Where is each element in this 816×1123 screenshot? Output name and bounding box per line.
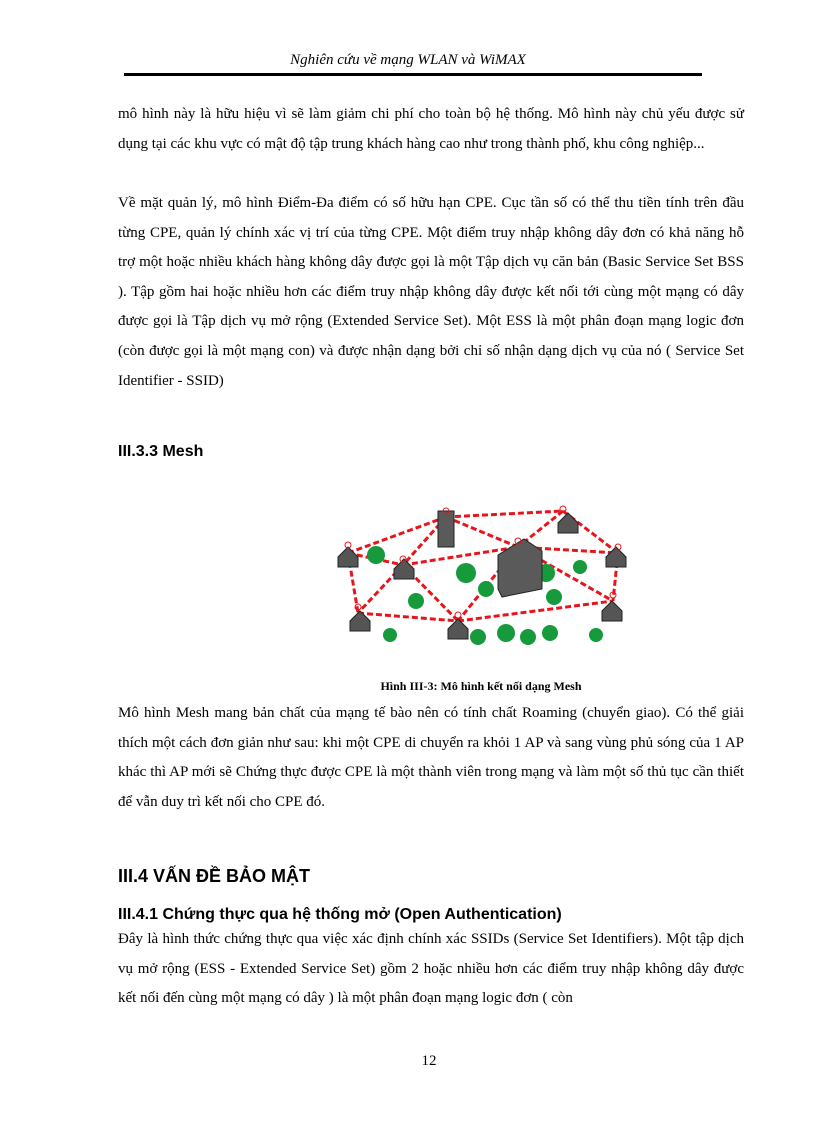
heading-mesh: III.3.3 Mesh — [118, 443, 204, 460]
figure-caption: Hình III-3: Mô hình kết nối dạng Mesh — [380, 679, 582, 693]
heading-security: III.4 VẤN ĐỀ BẢO MẬT — [118, 866, 311, 886]
paragraph-2: Về mặt quản lý, mô hình Điểm-Đa điểm có số hữu hạn CPE. Cục tần số có thể thu tiền tính trên đầu từng CPE, quản lý chính xác vị trí của từng CPE. Một điểm truy nhập không dây đơn có khả năng hỗ trợ một hoặc nhiều khách hàng không dây được gọi là một Tập dịch vụ căn bản (Basic Service Set BSS ). Tập gồm hai hoặc nhiều hơn các điểm truy nhập không dây được kết nối tới cùng một mạng có dây được gọi là Tập dịch vụ mở rộng (Extended Service Set). Một ESS là một phân đoạn mạng logic đơn (còn được gọi là một mạng con) và được nhận dạng bởi chỉ số nhận dạng dịch vụ của nó ( Service Set Identifier - SSID) — [118, 195, 744, 389]
paragraph-3: Mô hình Mesh mang bản chất của mạng tế bào nên có tính chất Roaming (chuyển giao). Có thể giải thích một cách đơn giản như sau: khi một CPE di chuyển ra khỏi 1 AP và sang vùng phủ sóng của 1 AP khác thì AP mới sẽ Chứng thực được CPE là một thành viên trong mạng và làm một số thủ tục cần thiết để vẫn duy trì kết nối cho CPE đó. — [118, 705, 744, 810]
heading-open-authentication: III.4.1 Chứng thực qua hệ thống mở (Open Authentication) — [118, 906, 562, 923]
running-header: Nghiên cứu về mạng WLAN và WiMAX — [290, 52, 526, 68]
page-number: 12 — [421, 1053, 437, 1069]
paragraph-4: Đây là hình thức chứng thực qua việc xác định chính xác SSIDs (Service Set Identifiers). Một tập dịch vụ mở rộng (ESS - Extended Service Set) gồm 2 hoặc nhiều hơn các điểm truy nhập không dây được kết nối đến cùng một mạng có dây ) là một phân đoạn mạng logic đơn ( còn — [118, 931, 744, 1007]
header-rule — [124, 73, 702, 76]
mesh-network-figure — [318, 505, 634, 657]
paragraph-1: mô hình này là hữu hiệu vì sẽ làm giảm chi phí cho toàn bộ hệ thống. Mô hình này chủ yếu được sử dụng tại các khu vực có mật độ tập trung khách hàng cao như trong thành phố, khu công nghiệp... — [118, 106, 744, 152]
